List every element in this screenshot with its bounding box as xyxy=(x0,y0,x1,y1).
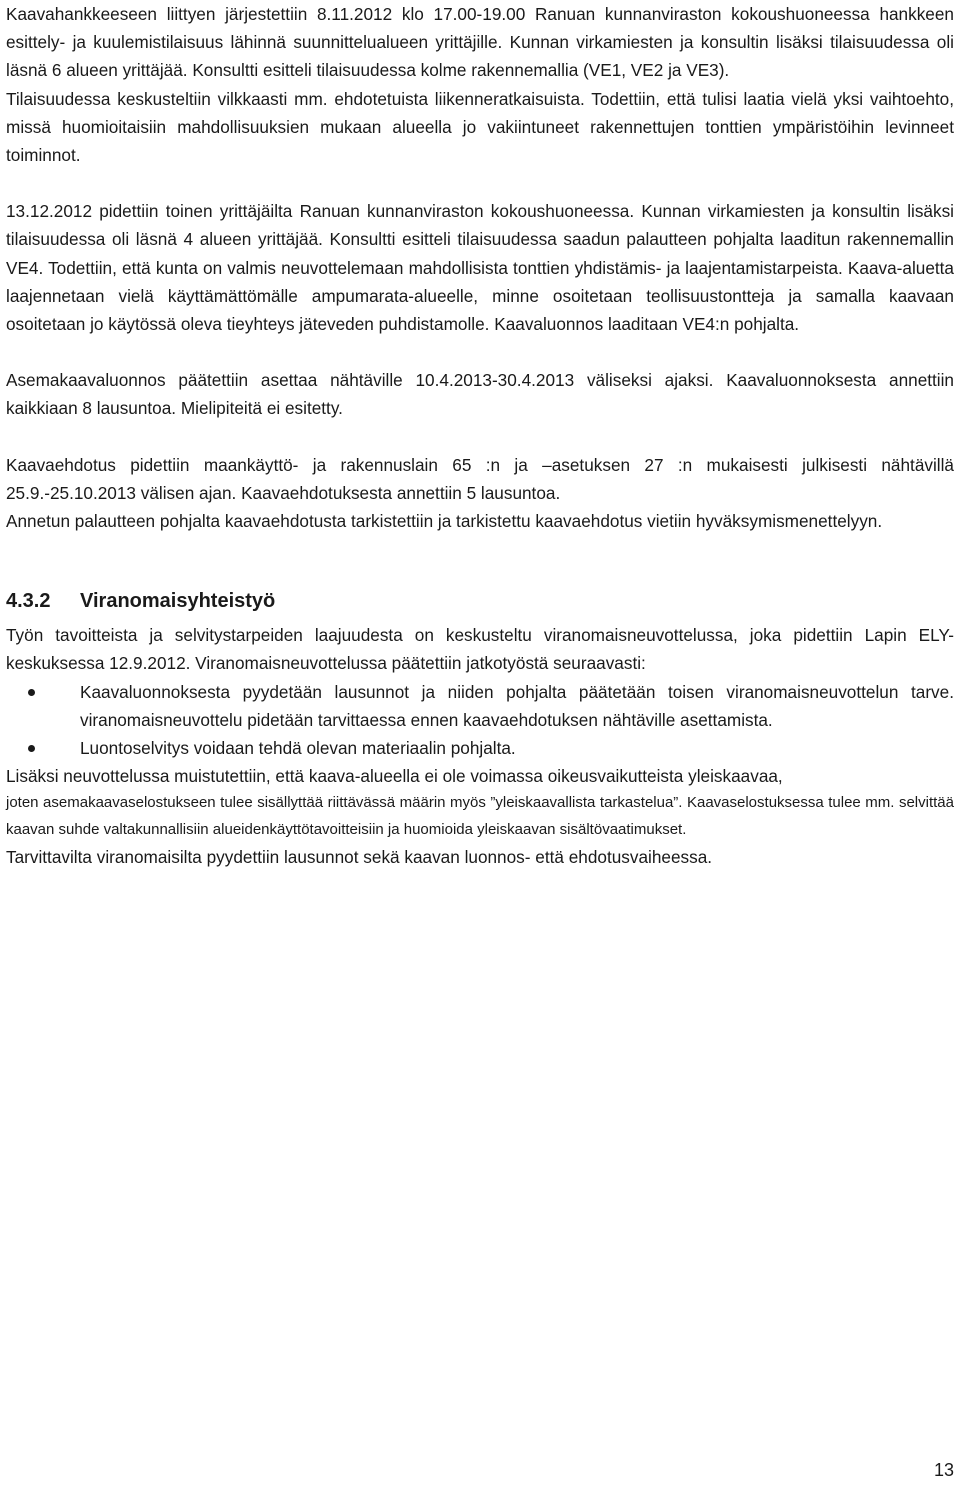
paragraph-proposal-public: Kaavaehdotus pidettiin maankäyttö- ja rakennuslain 65 :n ja –asetuksen 27 :n mukaisesti julkisesti nähtävillä 25.9.-25.10.2013 välisen ajan. Kaavaehdotuksesta annettiin 5 lausuntoa. xyxy=(6,454,954,503)
bullet-icon xyxy=(28,689,35,696)
section-heading xyxy=(6,587,954,615)
bullet-icon xyxy=(28,745,35,752)
intro-section xyxy=(6,0,954,169)
section-number: 4.3.2 xyxy=(6,590,51,613)
document-page xyxy=(6,0,954,871)
paragraph-discussion: Tilaisuudessa keskusteltiin vilkkaasti mm. ehdotetuista liikenneratkaisuista. Todettiin, että tulisi laatia vielä yksi vaihtoehto, missä huomioitaisiin mahdollisuuksien mukaan alueella jo vakiintuneet rakennettujen tonttien ympäristöihin levinneet toiminnot. xyxy=(6,88,954,166)
proposal-section xyxy=(6,451,954,536)
section-intro: Työn tavoitteista ja selvitystarpeiden laajuudesta on keskusteltu viranomaisneuvottelussa, joka pidettiin Lapin ELY-keskuksessa 12.9.2012. Viranomaisneuvottelussa päätettiin jatkotyöstä seuraavasti: xyxy=(6,625,954,674)
paragraph-draft-public: Asemakaavaluonnos päätettiin asettaa nähtäville 10.4.2013-30.4.2013 väliseksi ajaksi. Kaavaluonnoksesta annettiin kaikkiaan 8 lausuntoa. Mielipiteitä ei esitetty. xyxy=(6,370,954,419)
bullet-text: Luontoselvitys voidaan tehdä olevan materiaalin pohjalta. xyxy=(80,738,516,759)
paragraph-statements: Tarvittavilta viranomaisilta pyydettiin lausunnot sekä kaavan luonnos- että ehdotusvaiheessa. xyxy=(6,847,713,868)
section-title: Viranomaisyhteistyö xyxy=(80,590,276,613)
draft-section xyxy=(6,366,954,422)
bullet-item xyxy=(6,734,954,762)
paragraph-second-event: 13.12.2012 pidettiin toinen yrittäjäilta Ranuan kunnanviraston kokoushuoneessa. Kunnan virkamiesten ja konsultin lisäksi tilaisuudessa oli läsnä 4 alueen yrittäjää. Konsultti esitteli tilaisuudessa saadun palautteen pohjalta laaditun rakennemallin VE4. Todettiin, että kunta on valmis neuvottelemaan mahdollisista tonttien yhdistämis- ja laajentamistarpeista. Kaava-aluetta laajennetaan vielä käyttämättömälle ampumarata-alueelle, minne osoitetaan teollisuustontteja ja samalla kaavaan osoitetaan jo käytössä oleva tieyhteys jäteveden puhdistamolle. Kaavaluonnos laaditaan VE4:n pohjalta. xyxy=(6,201,954,335)
bullet-text: Kaavaluonnoksesta pyydetään lausunnot ja niiden pohjalta päätetään toisen viranomaisneuvottelun tarve. viranomaisneuvottelu pidetään tarvittaessa ennen kaavaehdotuksen nähtäville asettamista. xyxy=(80,681,954,730)
page-number: 13 xyxy=(933,1460,954,1480)
paragraph-general-plan-detail: joten asemakaavaselostukseen tulee sisällyttää riittävässä määrin myös ”yleiskaavallista tarkastelua”. Kaavaselostuksessa tulee mm. selvittää kaavan suhde valtakunnallisiin alueidenkäyttötavoitteisiin ja huomioida yleiskaavan sisältövaatimukset. xyxy=(6,794,954,838)
paragraph-general-plan-lead: Lisäksi neuvottelussa muistutettiin, että kaava-alueella ei ole voimassa oikeusvaikutteista yleiskaavaa, xyxy=(6,766,783,787)
bullet-list xyxy=(6,678,954,763)
paragraph-approval: Annetun palautteen pohjalta kaavaehdotusta tarkistettiin ja tarkistettu kaavaehdotus vietiin hyväksymismenettelyyn. xyxy=(6,511,883,532)
second-event-section xyxy=(6,197,954,338)
paragraph-first-event: Kaavahankkeeseen liittyen järjestettiin 8.11.2012 klo 17.00-19.00 Ranuan kunnanviraston kokoushuoneessa hankkeen esittely- ja kuulemistilaisuus lähinnä suunnittelualueen yrittäjille. Kunnan virkamiesten ja konsultin lisäksi tilaisuudessa oli läsnä 6 alueen yrittäjää. Konsultti esitteli tilaisuudessa kolme rakennemallia (VE1, VE2 ja VE3). xyxy=(6,4,954,81)
bullet-item xyxy=(6,678,954,734)
